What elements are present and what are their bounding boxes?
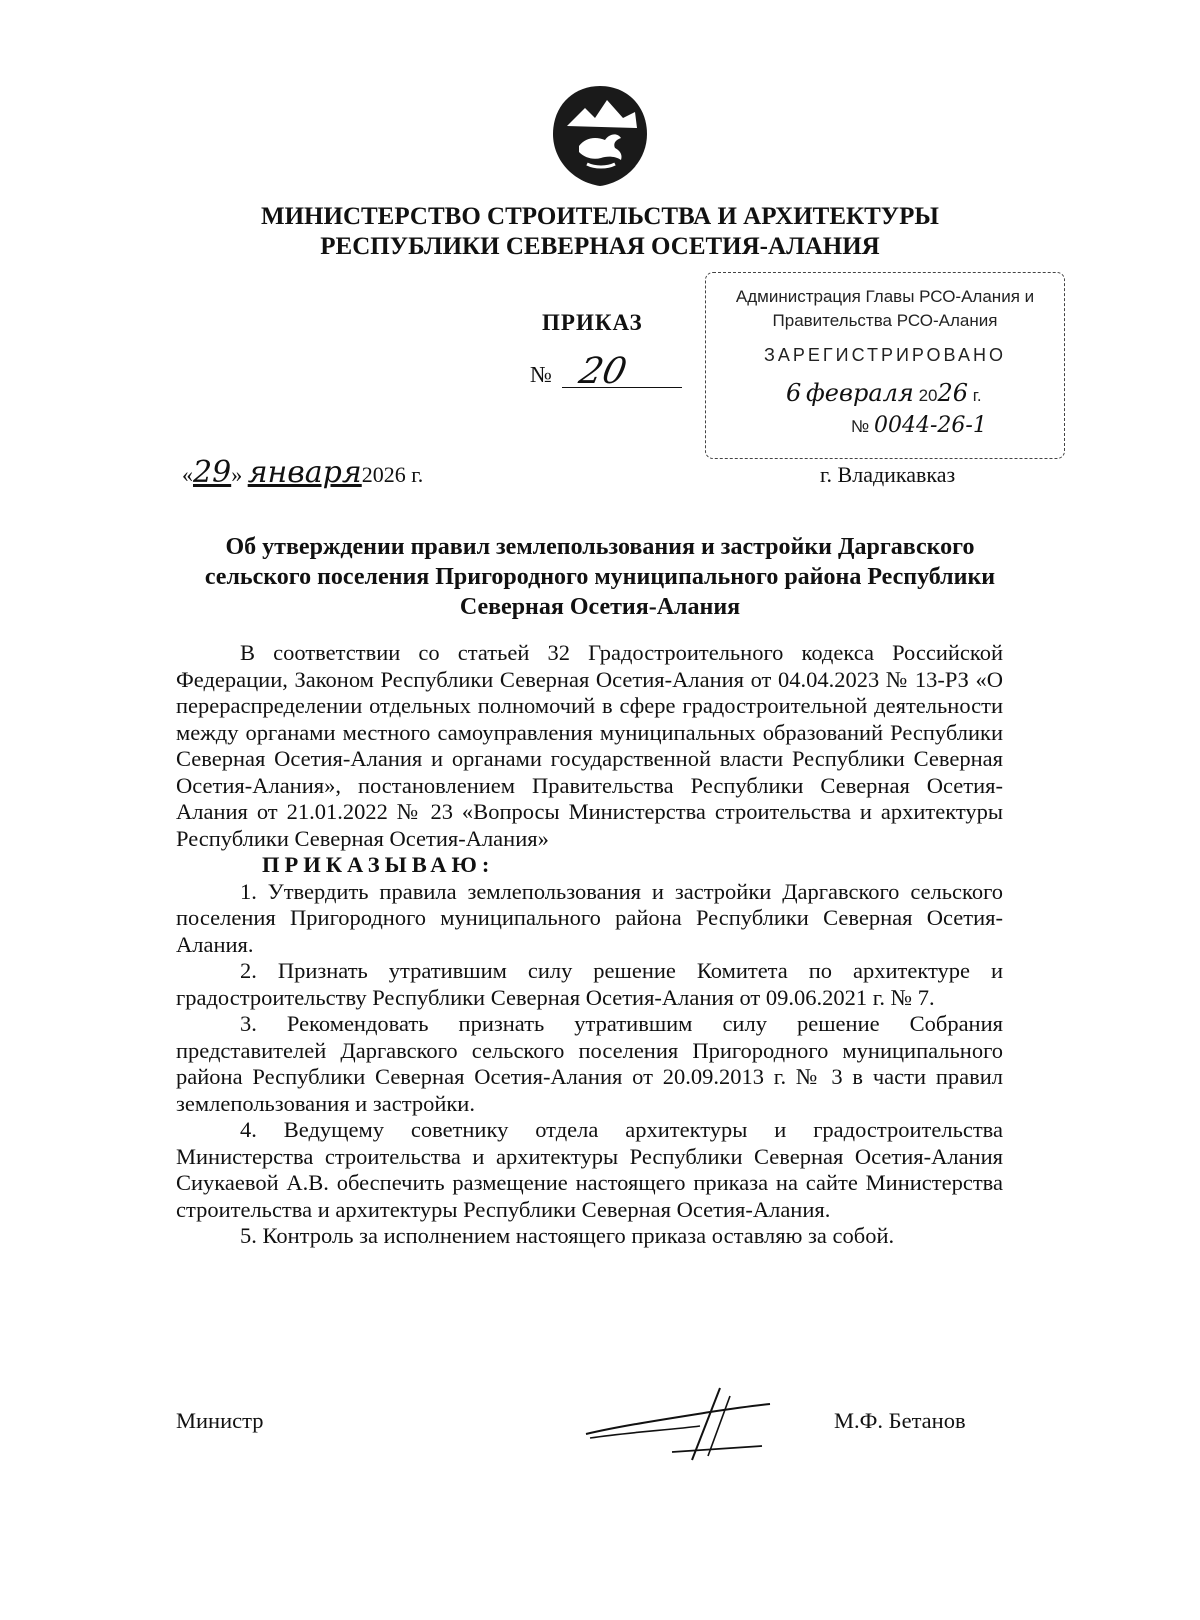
order-body (176, 640, 1003, 1250)
order-subject (175, 532, 1025, 622)
order-number-value: 20 (575, 351, 630, 392)
stamp-date-year-hand: 26 (937, 379, 969, 407)
order-item-4: 4. Ведущему советнику отдела архитектуры и градостроительства Министерства строительства и архитектуры Республики Северная Осетия-Алания Сиукаевой А.В. обеспечить размещение настоящего приказа на сайте Министерства строительства и архитектуры Республики Северная Осетия-Алания. (176, 1117, 1003, 1222)
signatory-name: М.Ф. Бетанов (834, 1408, 966, 1433)
order-item-2: 2. Признать утратившим силу решение Комитета по архитектуре и градостроительству Республики Северная Осетия-Алания от 09.06.2021 г. № 7. (176, 958, 1003, 1010)
date-open-quote: « (182, 462, 193, 487)
date-year: 2026 г. (361, 462, 424, 487)
stamp-line-2: Правительства РСО-Алания (772, 311, 998, 330)
subject-line-2: сельского поселения Пригородного муниципального района Республики (204, 564, 996, 590)
signatory-position: Министр (176, 1408, 264, 1433)
stamp-date-day: 6 (786, 379, 802, 407)
order-item-5: 5. Контроль за исполнением настоящего приказа оставляю за собой. (240, 1223, 895, 1248)
stamp-line-1: Администрация Главы РСО-Алания и (735, 287, 1035, 306)
date-close-quote: » (231, 462, 243, 487)
date-month: января (247, 455, 362, 490)
preamble: В соответствии со статьей 32 Градостроительного кодекса Российской Федерации, Законом Республики Северная Осетия-Алания от 04.04.2023 № 13-РЗ «О перераспределении отдельных полномочий в сфере градостроительной деятельности между органами местного самоуправления муниципальных образований Республики Северная Осетия-Алания и органами государственной власти Республики Северная Осетия-Алания», постановлением Правительства Республики Северная Осетия-Алания от 21.01.2022 № 23 «Вопросы Министерства строительства и архитектуры Республики Северная Осетия-Алания» (176, 640, 1003, 851)
stamp-number (851, 413, 987, 438)
stamp-number-label: № (851, 417, 870, 436)
order-item-1: 1. Утвердить правила землепользования и застройки Даргавского сельского поселения Пригородного муниципального района Республики Северная Осетия-Алания. (176, 878, 1003, 957)
stamp-number-value: 0044-26-1 (873, 413, 987, 438)
organization-line-2: РЕСПУБЛИКИ СЕВЕРНАЯ ОСЕТИЯ-АЛАНИЯ (320, 233, 880, 260)
date-day: 29 (193, 455, 232, 490)
subject-line-1: Об утверждении правил землепользования и застройки Даргавского (225, 534, 975, 560)
coat-of-arms-icon (545, 82, 655, 192)
order-title: ПРИКАЗ (542, 310, 643, 335)
stamp-status: ЗАРЕГИСТРИРОВАНО (764, 345, 1006, 365)
order-item-3: 3. Рекомендовать признать утратившим силу решение Собрания представителей Даргавского сельского поселения Пригородного муниципального района Республики Северная Осетия-Алания от 20.09.2013 г. № 3 в части правил землепользования и застройки. (176, 1011, 1003, 1116)
order-number-underline (562, 351, 682, 392)
stamp-date-year-prefix: 20 (918, 386, 938, 405)
stamp-date-month: февраля (806, 379, 914, 407)
subject-line-3: Северная Осетия-Алания (459, 594, 741, 620)
city: г. Владикавказ (820, 462, 956, 487)
organization-title (0, 202, 1200, 262)
organization-line-1: МИНИСТЕРСТВО СТРОИТЕЛЬСТВА И АРХИТЕКТУРЫ (261, 203, 939, 230)
stamp-date-suffix: г. (972, 386, 982, 405)
directive: ПРИКАЗЫВАЮ: (262, 852, 495, 877)
order-number-label: № (530, 362, 552, 387)
handwritten-signature (580, 1382, 780, 1462)
stamp-date (786, 379, 982, 407)
registration-stamp (705, 272, 1065, 459)
order-number (530, 351, 682, 392)
order-date (182, 455, 423, 490)
